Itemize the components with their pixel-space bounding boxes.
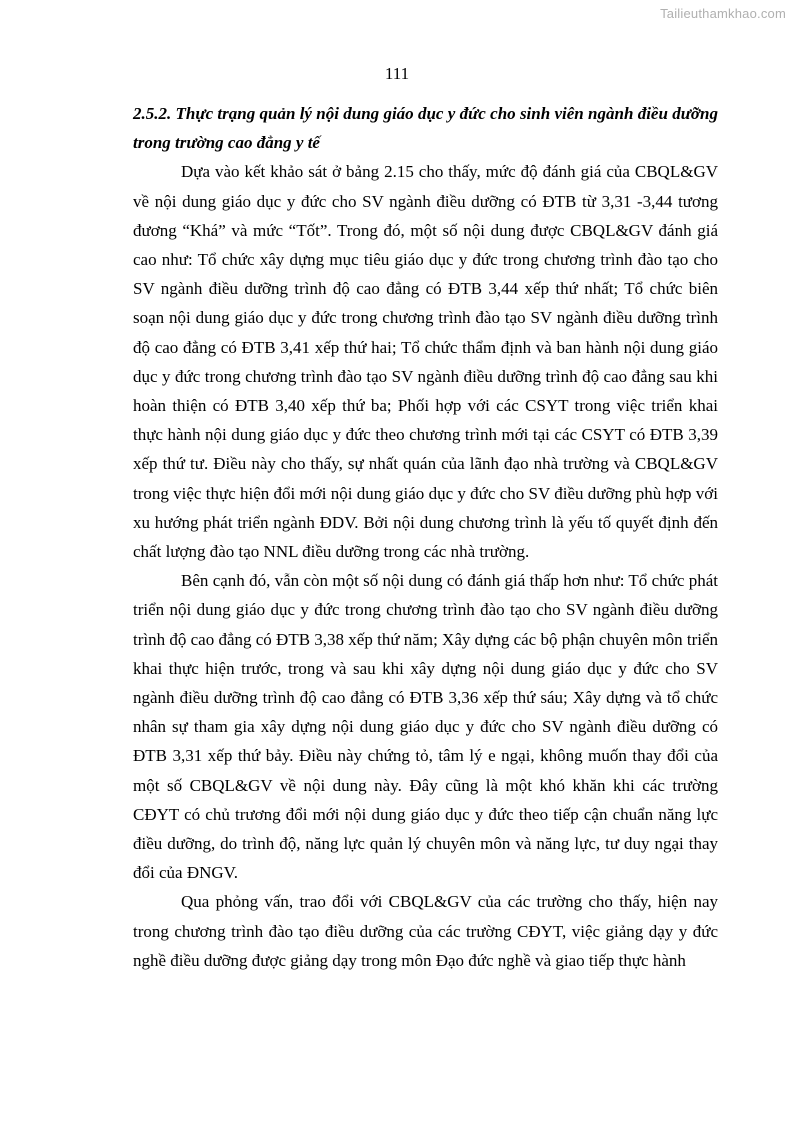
paragraph-2: Bên cạnh đó, vẫn còn một số nội dung có đánh giá thấp hơn như: Tổ chức phát triển nội dung giáo dục y đức trong chương trình đào tạo cho SV ngành điều dưỡng trình độ cao đẳng có ĐTB 3,38 xếp thứ năm; Xây dựng các bộ phận chuyên môn triển khai thực hiện trước, trong và sau khi xây dựng nội dung giáo dục y đức cho SV ngành điều dưỡng trình độ cao đẳng có ĐTB 3,36 xếp thứ sáu; Xây dựng và tổ chức nhân sự tham gia xây dựng nội dung giáo dục y đức cho SV ngành điều dưỡng có ĐTB 3,31 xếp thứ bảy. Điều này chứng tỏ, tâm lý e ngại, không muốn thay đổi của một số CBQL&GV về nội dung này. Đây cũng là một khó khăn khi các trường CĐYT có chủ trương đổi mới nội dung giáo dục y đức theo tiếp cận chuẩn năng lực điều dưỡng, do trình độ, năng lực quản lý chuyên môn và năng lực, tư duy ngại thay đổi của ĐNGV. — [133, 571, 718, 883]
document-body — [133, 99, 718, 975]
paragraph-3: Qua phỏng vấn, trao đổi với CBQL&GV của các trường cho thấy, hiện nay trong chương trình đào tạo điều dưỡng của các trường CĐYT, việc giảng dạy y đức nghề điều dưỡng được giảng dạy trong môn Đạo đức nghề và giao tiếp thực hành — [133, 892, 718, 970]
section-heading: 2.5.2. Thực trạng quản lý nội dung giáo dục y đức cho sinh viên ngành điều dưỡng trong trường cao đẳng y tế — [133, 104, 718, 153]
page-number: 111 — [384, 64, 410, 83]
paragraph-1: Dựa vào kết khảo sát ở bảng 2.15 cho thấy, mức độ đánh giá của CBQL&GV về nội dung giáo dục y đức cho SV ngành điều dưỡng có ĐTB từ 3,31 -3,44 tương đương “Khá” và mức “Tốt”. Trong đó, một số nội dung được CBQL&GV đánh giá cao như: Tổ chức xây dựng mục tiêu giáo dục y đức trong chương trình đào tạo cho SV ngành điều dưỡng trình độ cao đẳng có ĐTB 3,44 xếp thứ nhất; Tổ chức biên soạn nội dung giáo dục y đức trong chương trình đào tạo SV ngành điều dưỡng trình độ cao đẳng có ĐTB 3,41 xếp thứ hai; Tổ chức thẩm định và ban hành nội dung giáo dục y đức trong chương trình đào tạo SV ngành điều dưỡng trình độ cao đẳng sau khi hoàn thiện có ĐTB 3,40 xếp thứ ba; Phối hợp với các CSYT trong việc triển khai thực hành nội dung giáo dục y đức theo chương trình mới tại các CSYT có ĐTB 3,39 xếp thứ tư. Điều này cho thấy, sự nhất quán của lãnh đạo nhà trường và CBQL&GV trong việc thực hiện đổi mới nội dung giáo dục y đức cho SV điều dưỡng phù hợp với xu hướng phát triển ngành ĐDV. Bởi nội dung chương trình là yếu tố quyết định đến chất lượng đào tạo NNL điều dưỡng trong các nhà trường. — [133, 162, 718, 562]
watermark: Tailieuthamkhao.com — [660, 6, 786, 21]
